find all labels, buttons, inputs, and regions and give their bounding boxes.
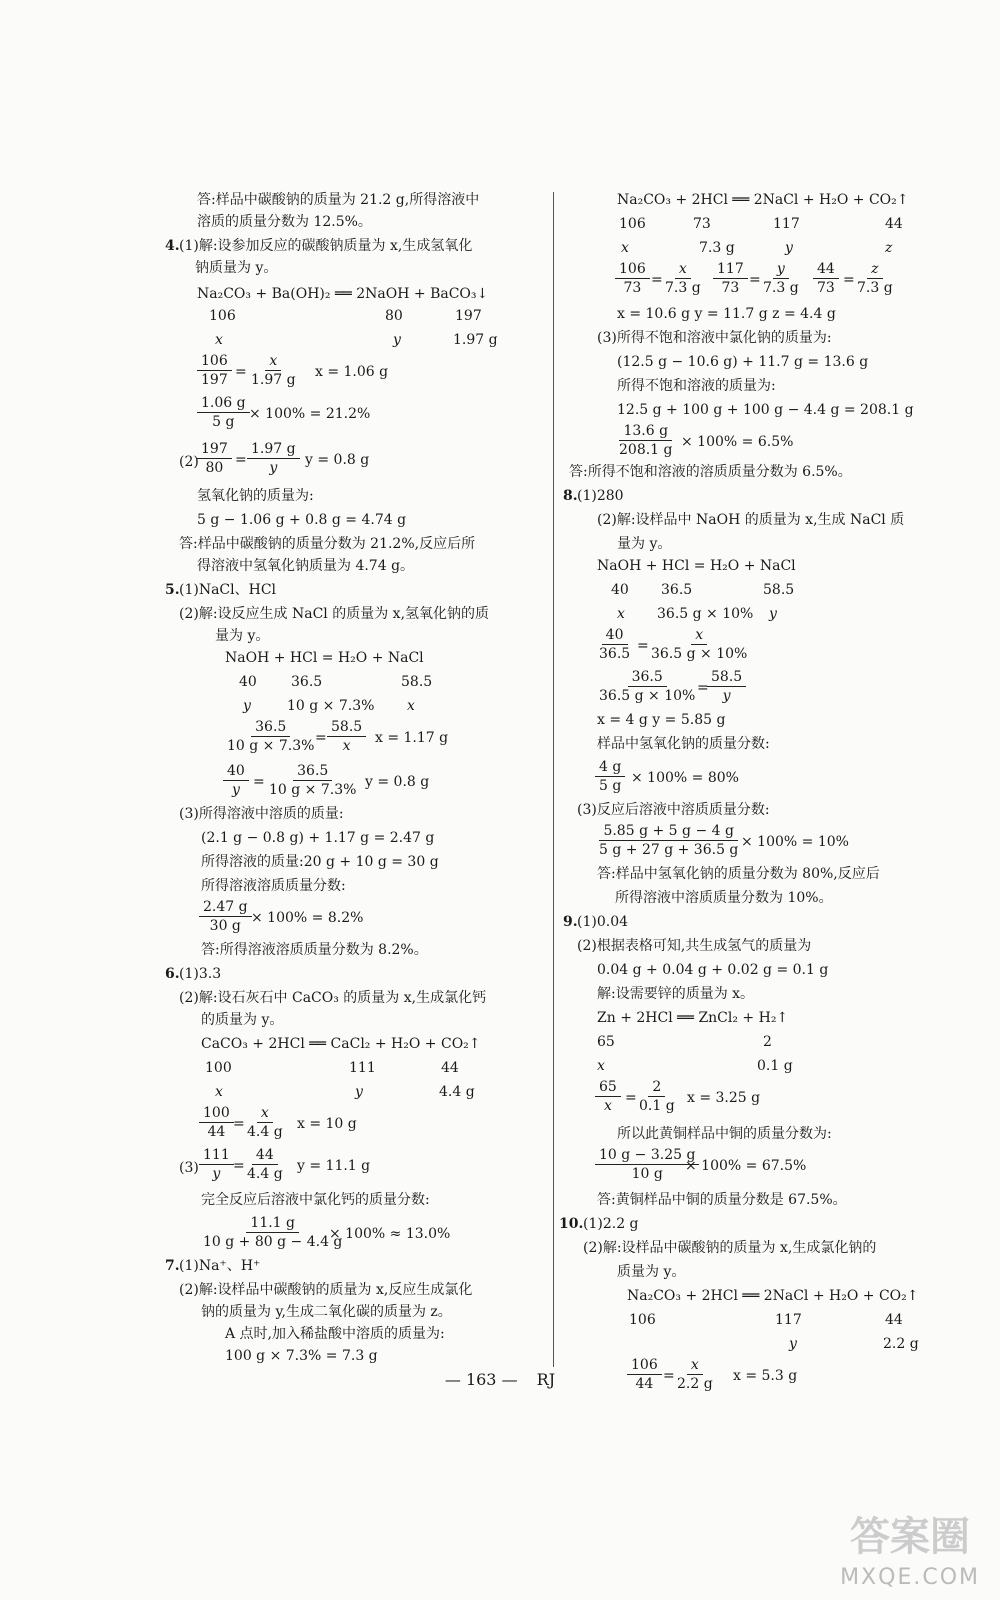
equals-sign: = bbox=[233, 1158, 245, 1174]
molar-mass: 36.5 bbox=[661, 582, 693, 598]
answer-line: 答:样品中碳酸钠的质量为 21.2 g,所得溶液中 bbox=[197, 192, 480, 208]
molar-mass: 2 bbox=[763, 1034, 772, 1050]
watermark-logo: 答案圈 bbox=[850, 1514, 970, 1560]
fraction-denominator: 10 g × 7.3% bbox=[269, 782, 357, 798]
fraction-denominator: 5 g bbox=[599, 778, 622, 794]
molar-mass: 117 bbox=[773, 216, 800, 232]
fraction bbox=[223, 762, 249, 799]
variable: y bbox=[785, 240, 793, 256]
fraction bbox=[707, 668, 746, 705]
fraction-denominator: 7.3 g bbox=[763, 280, 799, 296]
variable: z bbox=[885, 240, 893, 256]
molar-mass: 111 bbox=[349, 1060, 376, 1076]
fraction-numerator: x bbox=[257, 1104, 273, 1123]
solution-line: 所得不饱和溶液的质量为: bbox=[617, 378, 776, 394]
fraction-denominator: 10 g bbox=[631, 1166, 663, 1182]
solution-line: 氢氧化钠的质量为: bbox=[197, 488, 314, 504]
fraction-numerator: 13.6 g bbox=[619, 422, 672, 441]
solution-line: (3)反应后溶液中溶质质量分数: bbox=[577, 802, 770, 818]
result: × 100% = 80% bbox=[631, 770, 739, 786]
solution-line: 量为 y。 bbox=[617, 536, 672, 552]
fraction bbox=[595, 1078, 621, 1115]
solution-line: (3)所得溶液中溶质的质量: bbox=[179, 806, 344, 822]
equals-sign: = bbox=[697, 680, 709, 696]
variable: x bbox=[597, 1058, 605, 1074]
solution-line: (1)280 bbox=[577, 488, 624, 504]
fraction bbox=[595, 822, 742, 859]
equals-sign: = bbox=[625, 1090, 637, 1106]
fraction-numerator: 36.5 bbox=[628, 668, 667, 687]
fraction-denominator: 80 bbox=[205, 460, 224, 476]
variable: x bbox=[617, 606, 625, 622]
equals-sign: = bbox=[663, 1368, 675, 1384]
chemical-equation: NaOH + HCl = H₂O + NaCl bbox=[225, 650, 424, 666]
answer-line: 所得溶液中溶质质量分数为 10%。 bbox=[615, 890, 833, 906]
fraction-numerator: x bbox=[687, 1356, 703, 1375]
fraction-numerator: 40 bbox=[602, 626, 628, 645]
chemical-equation: Na₂CO₃ + Ba(OH)₂ ══ 2NaOH + BaCO₃↓ bbox=[197, 286, 489, 302]
fraction-numerator: 58.5 bbox=[327, 718, 366, 737]
fraction-denominator: 73 bbox=[721, 280, 740, 296]
solution-line: (2)根据表格可知,共生成氢气的质量为 bbox=[577, 938, 812, 954]
molar-mass: 106 bbox=[629, 1312, 656, 1328]
fraction-numerator: 111 bbox=[199, 1146, 234, 1165]
fraction bbox=[595, 668, 699, 705]
solution-line: (1)2.2 g bbox=[583, 1216, 639, 1232]
solution-line: 质量为 y。 bbox=[617, 1264, 686, 1280]
result: y = 0.8 g bbox=[305, 452, 370, 468]
part-label: (2) bbox=[179, 454, 199, 470]
molar-mass: 44 bbox=[441, 1060, 459, 1076]
molar-mass: 36.5 bbox=[291, 674, 323, 690]
solution-line: 钠的质量为 y,生成二氧化碳的质量为 z。 bbox=[201, 1304, 452, 1320]
question-number: 5. bbox=[165, 582, 180, 598]
fraction-denominator: 73 bbox=[817, 280, 835, 296]
result: × 100% = 21.2% bbox=[249, 406, 371, 422]
fraction-numerator: 11.1 g bbox=[246, 1214, 299, 1233]
fraction-numerator: 36.5 bbox=[293, 762, 332, 781]
chemical-equation: CaCO₃ + 2HCl ══ CaCl₂ + H₂O + CO₂↑ bbox=[201, 1036, 481, 1052]
fraction-numerator: y bbox=[773, 260, 789, 279]
molar-mass: 106 bbox=[619, 216, 646, 232]
molar-mass: 100 bbox=[205, 1060, 232, 1076]
molar-mass: 73 bbox=[693, 216, 711, 232]
molar-mass: 106 bbox=[209, 308, 236, 324]
molar-mass: 80 bbox=[385, 308, 403, 324]
result: x = 5.3 g bbox=[733, 1368, 798, 1384]
fraction bbox=[595, 758, 625, 795]
fraction-denominator: 36.5 g × 10% bbox=[651, 646, 748, 662]
result: × 100% ≈ 13.0% bbox=[329, 1226, 451, 1242]
chemical-equation: Zn + 2HCl ══ ZnCl₂ + H₂↑ bbox=[597, 1010, 789, 1026]
solution-line: (1)Na⁺、H⁺ bbox=[179, 1258, 261, 1274]
solution-line: 量为 y。 bbox=[215, 628, 270, 644]
molar-mass: 65 bbox=[597, 1034, 615, 1050]
fraction bbox=[197, 352, 232, 389]
question-number: 4. bbox=[165, 238, 180, 254]
fraction-numerator: z bbox=[867, 260, 882, 279]
solution-line: (12.5 g − 10.6 g) + 11.7 g = 13.6 g bbox=[617, 354, 869, 370]
question-number: 9. bbox=[563, 914, 578, 930]
molar-mass: 40 bbox=[239, 674, 257, 690]
fraction-denominator: 10 g × 7.3% bbox=[227, 738, 315, 754]
fraction-numerator: 5.85 g + 5 g − 4 g bbox=[599, 822, 737, 841]
equals-sign: = bbox=[235, 364, 247, 380]
fraction bbox=[327, 718, 366, 755]
fraction-numerator: 44 bbox=[813, 260, 839, 279]
fraction bbox=[197, 440, 232, 477]
fraction-denominator: 5 g + 27 g + 36.5 g bbox=[599, 842, 739, 858]
watermark-site: MXQE.COM bbox=[840, 1565, 980, 1590]
equals-sign: = bbox=[749, 272, 761, 288]
answer-line: 答:样品中碳酸钠的质量分数为 21.2%,反应后所 bbox=[179, 536, 476, 552]
fraction-numerator: 106 bbox=[197, 352, 232, 371]
variable: y bbox=[769, 606, 777, 622]
fraction-denominator: 7.3 g bbox=[665, 280, 701, 296]
molar-mass: 44 bbox=[885, 1312, 903, 1328]
fraction bbox=[199, 1146, 234, 1183]
page-footer bbox=[0, 1370, 1000, 1389]
mass-value: 10 g × 7.3% bbox=[287, 698, 375, 714]
result: × 100% = 8.2% bbox=[251, 910, 364, 926]
fraction-numerator: 40 bbox=[223, 762, 249, 781]
mass-value: 36.5 g × 10% bbox=[657, 606, 754, 622]
equals-sign: = bbox=[843, 272, 855, 288]
fraction bbox=[713, 260, 748, 297]
fraction-denominator: y bbox=[212, 1166, 221, 1182]
fraction-denominator: 44 bbox=[207, 1124, 226, 1140]
solution-line: (3)所得不饱和溶液中氯化钠的质量为: bbox=[597, 330, 832, 346]
edition-mark: RJ bbox=[536, 1370, 556, 1389]
result: × 100% = 10% bbox=[741, 834, 849, 850]
fraction-numerator: 1.97 g bbox=[247, 440, 300, 459]
fraction-denominator: 4.4 g bbox=[247, 1124, 283, 1140]
fraction-denominator: x bbox=[603, 1098, 612, 1114]
result: x = 4 g y = 5.85 g bbox=[597, 712, 726, 728]
question-number: 8. bbox=[563, 488, 578, 504]
fraction-denominator: x bbox=[342, 738, 351, 754]
fraction-numerator: 4 g bbox=[595, 758, 625, 777]
variable: y bbox=[355, 1084, 363, 1100]
equals-sign: = bbox=[253, 774, 265, 790]
page-number: — 163 — bbox=[444, 1370, 518, 1389]
mass-value: 7.3 g bbox=[699, 240, 735, 256]
solution-line: (1)NaCl、HCl bbox=[179, 582, 277, 598]
solution-line: 12.5 g + 100 g + 100 g − 4.4 g = 208.1 g bbox=[617, 402, 914, 418]
fraction-numerator: 10 g − 3.25 g bbox=[595, 1146, 699, 1165]
fraction bbox=[199, 1104, 234, 1141]
answer-line: 答:样品中氢氧化钠的质量分数为 80%,反应后 bbox=[597, 866, 880, 882]
fraction bbox=[247, 440, 300, 477]
fraction-denominator: 36.5 bbox=[599, 646, 631, 662]
fraction bbox=[759, 260, 803, 297]
variable: y bbox=[243, 698, 251, 714]
result: y = 11.1 g bbox=[297, 1158, 371, 1174]
fraction-numerator: 58.5 bbox=[707, 668, 746, 687]
solution-line: (2.1 g − 0.8 g) + 1.17 g = 2.47 g bbox=[201, 830, 435, 846]
mass-value: 4.4 g bbox=[439, 1084, 475, 1100]
solution-line: 解:设需要锌的质量为 x。 bbox=[597, 986, 755, 1002]
fraction-numerator: 36.5 bbox=[251, 718, 290, 737]
result: x = 10.6 g y = 11.7 g z = 4.4 g bbox=[617, 306, 836, 322]
fraction-denominator: y bbox=[269, 460, 278, 476]
solution-line: (2)解:设石灰石中 CaCO₃ 的质量为 x,生成氯化钙 bbox=[179, 990, 487, 1006]
fraction bbox=[595, 1146, 699, 1183]
equals-sign: = bbox=[315, 730, 327, 746]
solution-line: 完全反应后溶液中氯化钙的质量分数: bbox=[201, 1192, 430, 1208]
fraction-denominator: 4.4 g bbox=[247, 1166, 283, 1182]
fraction bbox=[647, 626, 751, 663]
part-label: (3) bbox=[179, 1160, 199, 1176]
variable: x bbox=[215, 1084, 223, 1100]
solution-line: 所以此黄铜样品中铜的质量分数为: bbox=[617, 1126, 832, 1142]
fraction-numerator: 106 bbox=[627, 1356, 662, 1375]
fraction-denominator: 73 bbox=[623, 280, 642, 296]
variable: x bbox=[407, 698, 415, 714]
fraction-numerator: 1.06 g bbox=[197, 394, 250, 413]
variable: y bbox=[393, 332, 401, 348]
result: x = 1.06 g bbox=[315, 364, 389, 380]
fraction-numerator: x bbox=[691, 626, 707, 645]
variable: x bbox=[215, 332, 223, 348]
equals-sign: = bbox=[651, 272, 663, 288]
answer-line: 得溶液中氢氧化钠质量为 4.74 g。 bbox=[197, 558, 415, 574]
solution-line: 样品中氢氧化钠的质量分数: bbox=[597, 736, 770, 752]
fraction bbox=[199, 898, 252, 935]
solution-line: (2)解:设样品中 NaOH 的质量为 x,生成 NaCl 质 bbox=[597, 512, 905, 528]
result: x = 3.25 g bbox=[687, 1090, 761, 1106]
fraction bbox=[615, 422, 677, 459]
fraction-numerator: 197 bbox=[197, 440, 232, 459]
equals-sign: = bbox=[235, 452, 247, 468]
molar-mass: 44 bbox=[885, 216, 903, 232]
result: × 100% = 67.5% bbox=[685, 1158, 807, 1174]
fraction bbox=[595, 626, 634, 663]
fraction-denominator: 44 bbox=[635, 1376, 654, 1392]
fraction bbox=[223, 718, 318, 755]
fraction bbox=[265, 762, 360, 799]
solution-line: A 点时,加入稀盐酸中溶质的质量为: bbox=[225, 1326, 445, 1342]
solution-line: 100 g × 7.3% = 7.3 g bbox=[225, 1348, 378, 1364]
fraction-denominator: 2.2 g bbox=[677, 1376, 713, 1392]
result: x = 10 g bbox=[297, 1116, 357, 1132]
solution-line: (2)解:设样品中碳酸钠的质量为 x,反应生成氯化 bbox=[179, 1282, 473, 1298]
fraction bbox=[247, 352, 300, 389]
fraction-numerator: 106 bbox=[615, 260, 650, 279]
column-divider bbox=[553, 192, 554, 1367]
answer-line: 答:黄铜样品中铜的质量分数是 67.5%。 bbox=[597, 1192, 847, 1208]
fraction bbox=[243, 1104, 287, 1141]
fraction-denominator: 30 g bbox=[209, 918, 241, 934]
fraction-numerator: 2.47 g bbox=[199, 898, 252, 917]
variable: x bbox=[621, 240, 629, 256]
mass-value: 2.2 g bbox=[883, 1336, 919, 1352]
molar-mass: 40 bbox=[611, 582, 629, 598]
equals-sign: = bbox=[637, 638, 649, 654]
solution-line: 0.04 g + 0.04 g + 0.02 g = 0.1 g bbox=[597, 962, 829, 978]
fraction-numerator: 117 bbox=[713, 260, 748, 279]
variable: y bbox=[789, 1336, 797, 1352]
fraction-numerator: 2 bbox=[648, 1078, 665, 1097]
fraction-denominator: 197 bbox=[201, 372, 228, 388]
solution-line: 所得溶液溶质质量分数: bbox=[201, 878, 346, 894]
solution-line: (1)3.3 bbox=[179, 966, 222, 982]
solution-line: 5 g − 1.06 g + 0.8 g = 4.74 g bbox=[197, 512, 407, 528]
answer-line: 溶质的质量分数为 12.5%。 bbox=[197, 214, 372, 230]
fraction-denominator: 5 g bbox=[212, 414, 235, 430]
fraction-denominator: 0.1 g bbox=[639, 1098, 675, 1114]
question-number: 6. bbox=[165, 966, 180, 982]
fraction bbox=[661, 260, 705, 297]
equals-sign: = bbox=[233, 1116, 245, 1132]
molar-mass: 117 bbox=[775, 1312, 802, 1328]
result: x = 1.17 g bbox=[375, 730, 449, 746]
solution-line: (2)解:设反应生成 NaCl 的质量为 x,氢氧化钠的质 bbox=[179, 606, 490, 622]
fraction-denominator: 36.5 g × 10% bbox=[599, 688, 696, 704]
result: y = 0.8 g bbox=[365, 774, 430, 790]
mass-value: 1.97 g bbox=[453, 332, 498, 348]
question-number: 7. bbox=[165, 1258, 180, 1274]
fraction-denominator: 1.97 g bbox=[251, 372, 296, 388]
fraction bbox=[813, 260, 839, 297]
fraction bbox=[243, 1146, 287, 1183]
solution-line: (1)0.04 bbox=[577, 914, 629, 930]
solution-line: 的质量为 y。 bbox=[201, 1012, 284, 1028]
fraction-numerator: 44 bbox=[252, 1146, 278, 1165]
result: × 100% = 6.5% bbox=[681, 434, 794, 450]
solution-line: (2)解:设样品中碳酸钠的质量为 x,生成氯化钠的 bbox=[583, 1240, 877, 1256]
molar-mass: 197 bbox=[455, 308, 482, 324]
chemical-equation: Na₂CO₃ + 2HCl ══ 2NaCl + H₂O + CO₂↑ bbox=[627, 1288, 919, 1304]
chemical-equation: Na₂CO₃ + 2HCl ══ 2NaCl + H₂O + CO₂↑ bbox=[617, 192, 909, 208]
fraction-denominator: 208.1 g bbox=[619, 442, 673, 458]
fraction-numerator: 100 bbox=[199, 1104, 234, 1123]
molar-mass: 58.5 bbox=[763, 582, 795, 598]
solution-line: 钠质量为 y。 bbox=[195, 260, 278, 276]
mass-value: 0.1 g bbox=[757, 1058, 793, 1074]
fraction-denominator: y bbox=[231, 782, 240, 798]
fraction bbox=[853, 260, 897, 297]
fraction-denominator: 7.3 g bbox=[857, 280, 893, 296]
fraction bbox=[197, 394, 250, 431]
chemical-equation: NaOH + HCl = H₂O + NaCl bbox=[597, 558, 796, 574]
fraction-numerator: x bbox=[675, 260, 691, 279]
fraction bbox=[615, 260, 650, 297]
fraction-denominator: y bbox=[722, 688, 731, 704]
fraction-denominator: 10 g + 80 g − 4.4 g bbox=[203, 1234, 343, 1250]
solution-line: (1)解:设参加反应的碳酸钠质量为 x,生成氢氧化 bbox=[179, 238, 473, 254]
molar-mass: 58.5 bbox=[401, 674, 433, 690]
fraction-numerator: 65 bbox=[595, 1078, 621, 1097]
answer-line: 答:所得溶液溶质质量分数为 8.2%。 bbox=[201, 942, 428, 958]
fraction-numerator: x bbox=[265, 352, 281, 371]
fraction bbox=[199, 1214, 346, 1251]
answer-line: 答:所得不饱和溶液的溶质质量分数为 6.5%。 bbox=[569, 464, 852, 480]
solution-line: 所得溶液的质量:20 g + 10 g = 30 g bbox=[201, 854, 439, 870]
fraction bbox=[635, 1078, 679, 1115]
question-number: 10. bbox=[559, 1216, 584, 1232]
